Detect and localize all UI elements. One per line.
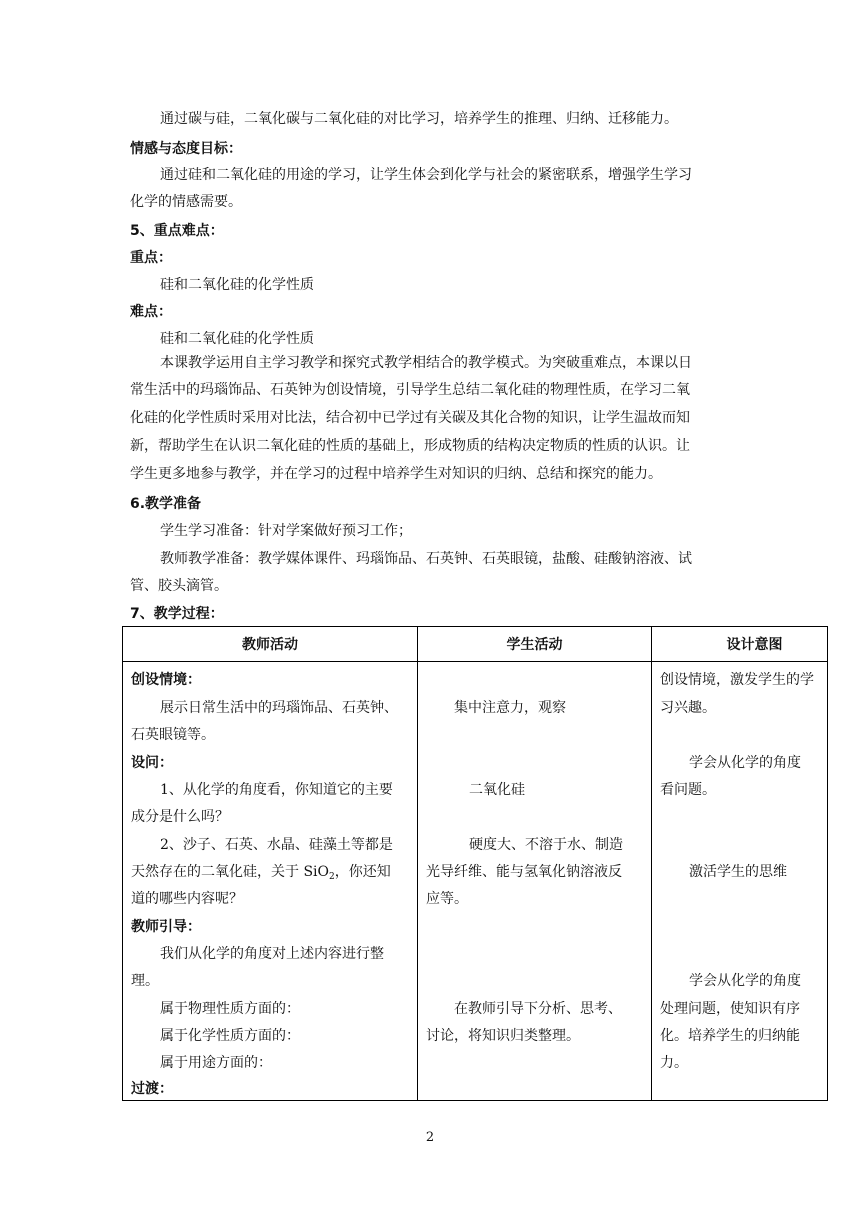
teacher-text: 石英眼镜等。 <box>131 727 215 743</box>
teacher-text: 属于化学性质方面的： <box>160 1028 300 1044</box>
teacher-text: 展示日常生活中的玛瑙饰品、石英钟、 <box>160 700 398 716</box>
situation-heading: 创设情境： <box>131 672 201 688</box>
intro-line: 通过碳与硅，二氧化碳与二氧化硅的对比学习，培养学生的推理、归纳、迁移能力。 <box>160 111 678 127</box>
teacher-activity-cell <box>123 662 418 1101</box>
teaching-process-table <box>122 626 828 1101</box>
sio2-prefix: 天然存在的二氧化硅，关于 SiO <box>131 864 329 880</box>
process-heading: 7、教学过程： <box>130 606 224 622</box>
preparation-heading: 6.教学准备 <box>130 496 202 512</box>
student-text: 应等。 <box>426 891 468 907</box>
method-paragraph-line: 新，帮助学生在认识二氧化硅的性质的基础上，形成物质的结构决定物质的性质的认识。让 <box>130 438 690 454</box>
table-row <box>123 662 828 1101</box>
key-text: 硅和二氧化硅的化学性质 <box>160 277 314 293</box>
student-text: 二氧化硅 <box>469 782 525 798</box>
student-text: 集中注意力，观察 <box>454 700 566 716</box>
emotion-goal-heading: 情感与态度目标： <box>130 141 242 157</box>
header-design-intent: 设计意图 <box>652 627 828 662</box>
difficulty-text: 硅和二氧化硅的化学性质 <box>160 331 314 347</box>
difficulty-label: 难点： <box>130 304 172 320</box>
header-teacher-activity: 教师活动 <box>123 627 418 662</box>
teacher-text: 属于物理性质方面的： <box>160 1001 300 1017</box>
page-number: 2 <box>425 1130 435 1145</box>
teacher-preparation: 教师教学准备：教学媒体课件、玛瑙饰品、石英钟、石英眼镜，盐酸、硅酸钠溶液、试 <box>160 551 692 567</box>
key-points-heading: 5、重点难点： <box>130 223 224 239</box>
method-paragraph-line: 化硅的化学性质时采用对比法，结合初中已学过有关碳及其化合物的知识，让学生温故而知 <box>130 410 690 426</box>
intent-text: 习兴趣。 <box>660 700 716 716</box>
teacher-text: 我们从化学的角度对上述内容进行整 <box>160 946 384 962</box>
student-preparation: 学生学习准备：针对学案做好预习工作； <box>160 523 412 539</box>
method-paragraph-line: 常生活中的玛瑙饰品、石英钟为创设情境，引导学生总结二氧化硅的物理性质，在学习二氧 <box>130 382 690 398</box>
question-heading: 设问： <box>131 755 173 771</box>
transition-heading: 过渡： <box>131 1081 173 1097</box>
intent-text: 学会从化学的角度 <box>689 973 801 989</box>
teacher-text: 属于用途方面的： <box>160 1055 272 1071</box>
teacher-text: 2、沙子、石英、水晶、硅藻土等都是 <box>160 837 393 853</box>
teacher-text: 1、从化学的角度看，你知道它的主要 <box>160 782 393 798</box>
student-text: 在教师引导下分析、思考、 <box>454 1001 622 1017</box>
sio2-subscript: 2 <box>329 872 335 882</box>
method-paragraph-line: 本课教学运用自主学习教学和探究式教学相结合的教学模式。为突破重难点，本课以日 <box>160 355 692 371</box>
emotion-goal-line: 化学的情感需要。 <box>130 194 242 210</box>
design-intent-cell <box>652 662 828 1101</box>
teacher-text: 道的哪些内容呢？ <box>131 891 243 907</box>
student-text: 硬度大、不溶于水、制造 <box>469 837 623 853</box>
key-label: 重点： <box>130 250 172 266</box>
student-text: 讨论，将知识归类整理。 <box>426 1028 580 1044</box>
header-student-activity: 学生活动 <box>418 627 652 662</box>
table-header-row <box>123 627 828 662</box>
intent-text: 处理问题，使知识有序 <box>660 1001 800 1017</box>
teacher-text: 成分是什么吗？ <box>131 809 229 825</box>
teacher-text: 理。 <box>131 973 159 989</box>
intent-text: 力。 <box>660 1055 688 1071</box>
teacher-text <box>131 863 391 886</box>
guidance-heading: 教师引导： <box>131 919 201 935</box>
teacher-preparation-cont: 管、胶头滴管。 <box>130 578 228 594</box>
emotion-goal-line: 通过硅和二氧化硅的用途的学习，让学生体会到化学与社会的紧密联系，增强学生学习 <box>160 167 692 183</box>
intent-text: 激活学生的思维 <box>689 864 787 880</box>
sio2-suffix: ，你还知 <box>334 864 391 880</box>
intent-text: 学会从化学的角度 <box>689 755 801 771</box>
student-activity-cell <box>418 662 652 1101</box>
intent-text: 看问题。 <box>660 782 716 798</box>
student-text: 光导纤维、能与氢氧化钠溶液反 <box>426 864 622 880</box>
intent-text: 化。培养学生的归纳能 <box>660 1028 800 1044</box>
intent-text: 创设情境，激发学生的学 <box>660 672 814 688</box>
method-paragraph-line: 学生更多地参与教学，并在学习的过程中培养学生对知识的归纳、总结和探究的能力。 <box>130 466 662 482</box>
